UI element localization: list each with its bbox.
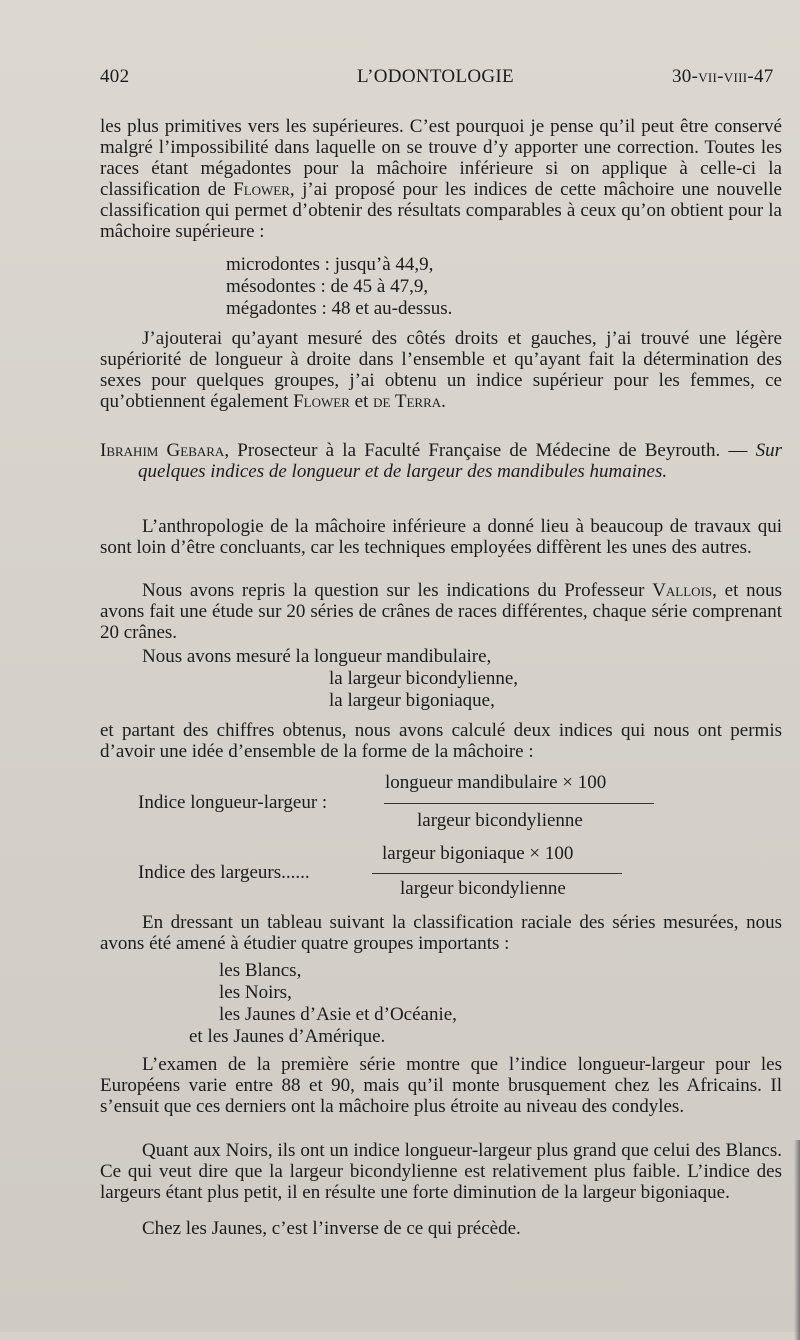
- paragraph-6: En dressant un tableau suivant la classification raciale des séries mesurées, nous avons été amené à étudier quatre groupes importants :: [100, 912, 782, 954]
- paragraph-4: [100, 580, 782, 643]
- paragraph-9: Chez les Jaunes, c’est l’inverse de ce qui précède.: [142, 1218, 521, 1239]
- paragraph-3: L’anthropologie de la mâchoire inférieure a donné lieu à beaucoup de travaux qui sont loin d’être concluants, car les techniques employées diffèrent les unes des autres.: [100, 516, 782, 558]
- formula-1-label: Indice longueur-largeur :: [138, 792, 328, 813]
- author-name-vallois: Vallois: [652, 580, 713, 601]
- measure-bigoniaque: la largeur bigoniaque,: [329, 690, 495, 711]
- article-affiliation: , Prosecteur à la Faculté Française de Médecine de Beyrouth. —: [224, 440, 756, 461]
- paragraph-1-text-b: , j’ai proposé pour les indices de cette mâchoire une nouvelle classification qui permet d’obtenir des résultats comparables à ceux qu’on obtient pour la mâchoire supérieure :: [100, 179, 782, 242]
- formula-1-denominator: largeur bicondylienne: [417, 810, 583, 831]
- author-name-de-terra: de Terra: [373, 391, 442, 412]
- paragraph-8: Quant aux Noirs, ils ont un indice longueur-largeur plus grand que celui des Blancs. Ce qui veut dire que la largeur bicondylienne est relativement plus faible. L’indice des largeurs étant plus petit, il en résulte une forte diminution de la largeur bigoniaque.: [100, 1140, 782, 1203]
- author-name-flower: Flower: [233, 179, 290, 200]
- formula-2-fraction-bar: [372, 873, 622, 874]
- article-reference: [100, 440, 782, 482]
- formula-2-numerator: largeur bigoniaque × 100: [382, 843, 574, 864]
- formula-2-label: Indice des largeurs......: [138, 862, 310, 883]
- paragraph-2: [100, 328, 782, 412]
- paragraph-4-text-a: Nous avons repris la question sur les indications du Professeur: [142, 580, 653, 601]
- class-microdontes: microdontes : jusqu’à 44,9,: [226, 254, 434, 275]
- measure-longueur: Nous avons mesuré la longueur mandibulaire,: [142, 646, 492, 667]
- paragraph-4-text-b: , et nous avons fait une étude sur 20 séries de crânes de races différentes, chaque série comprenant 20 crânes.: [100, 580, 782, 643]
- page-edge-shadow: [794, 1140, 800, 1340]
- group-jaunes-asie: les Jaunes d’Asie et d’Océanie,: [219, 1004, 457, 1025]
- paragraph-2-text-end: .: [441, 391, 446, 412]
- paragraph-7: L’examen de la première série montre que l’indice longueur-largeur pour les Européens varie entre 88 et 90, mais qu’il monte brusquement chez les Africains. Il s’ensuit que ces derniers ont la mâchoire plus étroite au niveau des condyles.: [100, 1054, 782, 1117]
- paragraph-2-text-mid: et: [349, 391, 374, 412]
- author-name-flower-2: Flower: [293, 391, 350, 412]
- paragraph-5: et partant des chiffres obtenus, nous avons calculé deux indices qui nous ont permis d’avoir une idée d’ensemble de la forme de la mâchoire :: [100, 720, 782, 762]
- group-jaunes-amerique: et les Jaunes d’Amérique.: [189, 1026, 386, 1047]
- paragraph-1-text-a: les plus primitives vers les supérieures. C’est pourquoi je pense qu’il peut être conservé malgré l’impossibilité dans laquelle on se trouve d’y apporter une correction. Toutes les races étant mégadontes pour la mâchoire inférieure si on applique à celle-ci la classification de: [100, 116, 782, 200]
- page-number: 402: [100, 66, 130, 87]
- paragraph-1: [100, 116, 782, 242]
- paragraph-2-text-a: J’ajouterai qu’ayant mesuré des côtés droits et gauches, j’ai trouvé une légère supériorité de longueur à droite dans l’ensemble et qu’ayant fait la détermination des sexes pour quelques groupes, j’ai obtenu un indice supérieur pour les femmes, ce qu’obtiennent également: [100, 328, 782, 412]
- group-blancs: les Blancs,: [219, 960, 302, 981]
- formula-1-fraction-bar: [384, 803, 654, 804]
- group-noirs: les Noirs,: [219, 982, 292, 1003]
- article-title: Sur quelques indices de longueur et de largeur des mandibules humaines.: [138, 440, 782, 482]
- running-title: L’ODONTOLOGIE: [357, 66, 514, 87]
- class-mesodontes: mésodontes : de 45 à 47,9,: [226, 276, 429, 297]
- formula-2-denominator: largeur bicondylienne: [400, 878, 566, 899]
- formula-1-numerator: longueur mandibulaire × 100: [385, 772, 607, 793]
- issue-date: 30-vii-viii-47: [672, 66, 774, 87]
- article-author: Ibrahim Gebara: [100, 440, 225, 461]
- measure-bicondylienne: la largeur bicondylienne,: [329, 668, 519, 689]
- class-megadontes: mégadontes : 48 et au-dessus.: [226, 298, 453, 319]
